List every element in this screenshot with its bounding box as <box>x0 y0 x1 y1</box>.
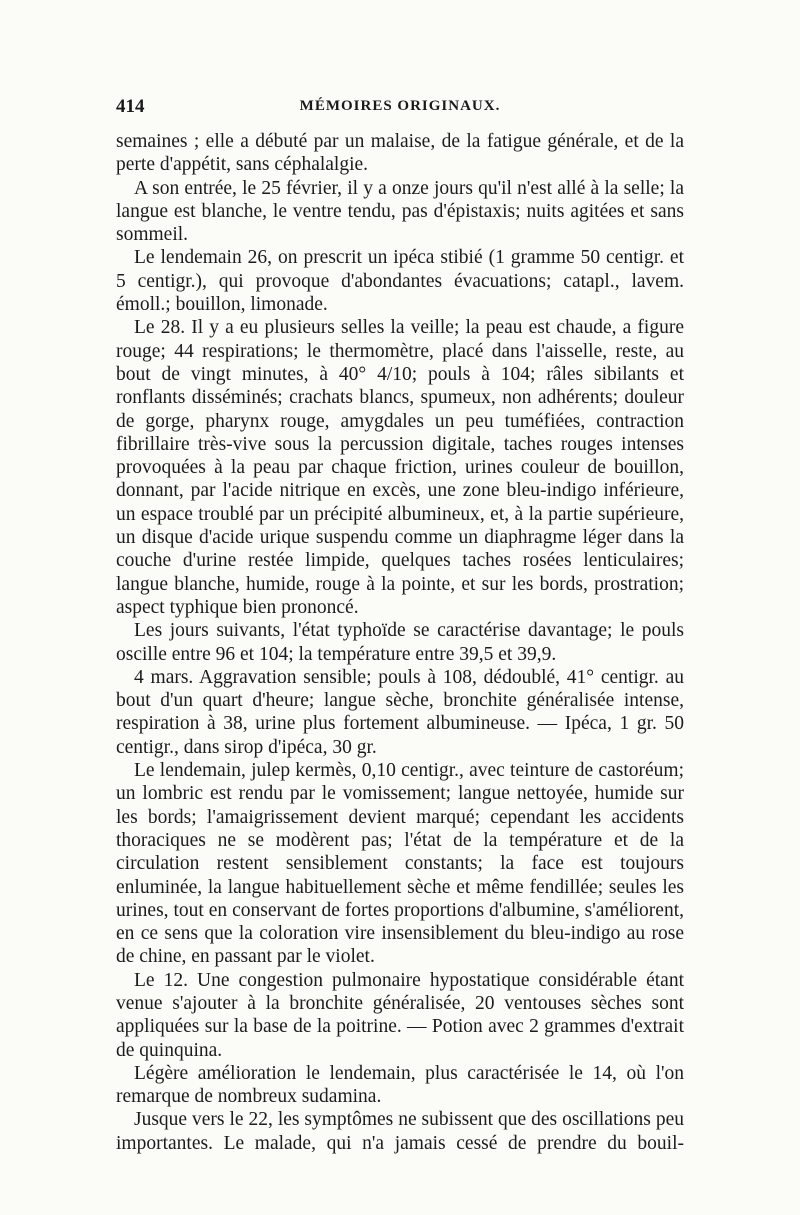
paragraph-next-day: Le lendemain, julep kermès, 0,10 centigr., avec teinture de castoréum; un lombric est rendu par le vomissement; langue nettoyée, humide sur les bords; l'amaigrissement devient marqué; cependant les accidents thoraciques ne se modèrent pas; l'état de la température et de la circulation restent sensiblement constants; la face est toujours enluminée, la langue habituellement sèche et même fendillée; seules les urines, tout en conservant de fortes proportions d'albumine, s'améliorent, en ce sens que la coloration vire insensiblement du bleu-indigo au rose de chine, en passant par le violet. <box>116 760 684 968</box>
paragraph-improvement: Légère amélioration le lendemain, plus caractérisée le 14, où l'on remarque de nombreux sudamina. <box>116 1062 684 1108</box>
paragraph-day-26: Le lendemain 26, on prescrit un ipéca stibié (1 gramme 50 centigr. et 5 centigr.), qui provoque d'abondantes évacuations; catapl., lavem. émoll.; bouillon, limonade. <box>116 247 684 316</box>
paragraph-march-4: 4 mars. Aggravation sensible; pouls à 108, dédoublé, 41° centigr. au bout d'un quart d'heure; langue sèche, bronchite généralisée intense, respiration à 38, urine plus fortement albumineuse. — Ipéca, 1 gr. 50 centigr., dans sirop d'ipéca, 30 gr. <box>116 666 684 758</box>
running-title: MÉMOIRES ORIGINAUX. <box>299 98 501 114</box>
page-number: 414 <box>116 96 145 117</box>
page-header <box>116 96 684 122</box>
paragraph-until-22: Jusque vers le 22, les symptômes ne subissent que des oscillations peu importantes. Le malade, qui n'a jamais cessé de prendre du bouil- <box>116 1109 684 1154</box>
paragraph-following-days: Les jours suivants, l'état typhoïde se caractérise davantage; le pouls oscille entre 96 et 104; la température entre 39,5 et 39,9. <box>116 620 684 665</box>
paragraph-continuation: semaines ; elle a débuté par un malaise, de la fatigue générale, et de la perte d'appétit, sans céphalalgie. <box>116 131 684 176</box>
paragraph-day-28: Le 28. Il y a eu plusieurs selles la veille; la peau est chaude, a figure rouge; 44 respirations; le thermomètre, placé dans l'aisselle, reste, au bout de vingt minutes, à 40° 4/10; pouls à 104; râles sibilants et ronflants disséminés; crachats blancs, spumeux, non adhérents; douleur de gorge, pharynx rouge, amygdales un peu tuméfiées, contraction fibrillaire très-vive sous la percussion digitale, taches rouges intenses provoquées à la peau par chaque friction, urines couleur de bouillon, donnant, par l'acide nitrique en excès, une zone bleu-indigo inférieure, un espace troublé par un précipité albumineux, et, à la partie supérieure, un disque d'acide urique suspendu comme un diaphragme léger dans la couche d'urine restée limpide, quelques taches rosées lenticulaires; langue blanche, humide, rouge à la pointe, et sur les bords, prostration; aspect typhique bien prononcé. <box>116 317 684 618</box>
paragraph-day-12: Le 12. Une congestion pulmonaire hypostatique considérable étant venue s'ajouter à la bronchite généralisée, 20 ventouses sèches sont appliquées sur la base de la poitrine. — Potion avec 2 grammes d'extrait de quinquina. <box>116 969 684 1061</box>
paragraph-admission: A son entrée, le 25 février, il y a onze jours qu'il n'est allé à la selle; la langue est blanche, le ventre tendu, pas d'épistaxis; nuits agitées et sans sommeil. <box>116 177 684 246</box>
body-text <box>116 130 684 1155</box>
